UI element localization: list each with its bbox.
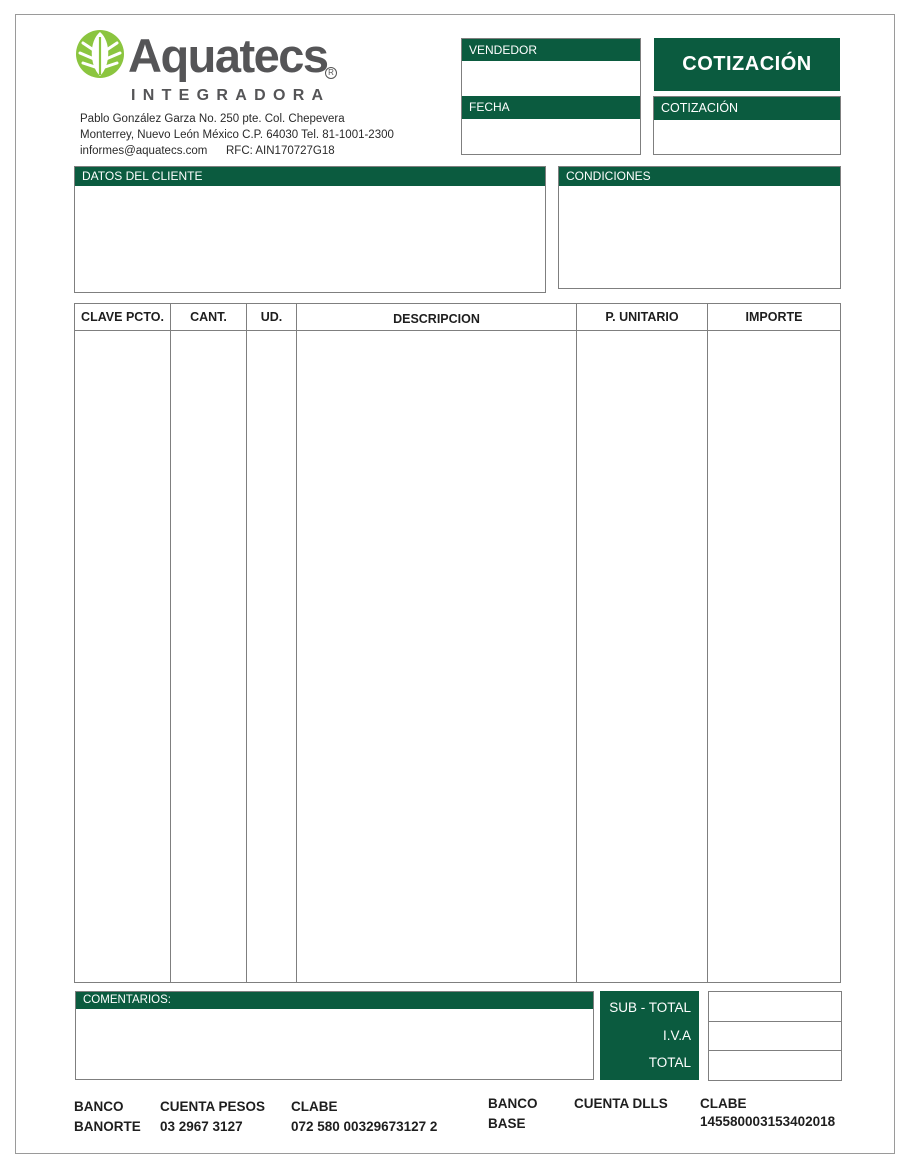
company-address-line1: Pablo González Garza No. 250 pte. Col. Chepevera <box>80 113 345 125</box>
items-body[interactable] <box>75 331 840 982</box>
company-rfc: RFC: AIN170727G18 <box>226 145 335 157</box>
brand-subtitle: INTEGRADORA <box>131 87 331 104</box>
comentarios-label: COMENTARIOS: <box>76 992 593 1009</box>
cliente-field[interactable] <box>75 186 545 292</box>
fecha-field[interactable] <box>462 119 640 154</box>
cotizacion-number-field[interactable] <box>654 120 840 154</box>
column-header-clave: CLAVE PCTO. <box>75 304 170 331</box>
iva-label: I.V.A <box>662 1028 691 1043</box>
bank-dlls-clabe-value: 145580003153402018 <box>700 1114 836 1129</box>
column-header-ud: UD. <box>247 304 296 331</box>
comentarios-field[interactable] <box>76 1009 593 1079</box>
bank-dlls-banco-value: BASE <box>488 1116 526 1131</box>
column-header-descripcion: DESCRIPCION <box>297 304 576 331</box>
document-title: COTIZACIÓN <box>654 38 840 91</box>
condiciones-label: CONDICIONES <box>559 167 840 186</box>
bank-pesos-clabe-label: CLABE <box>291 1099 338 1114</box>
condiciones-field[interactable] <box>559 186 840 288</box>
vendedor-label: VENDEDOR <box>462 39 640 61</box>
subtotal-field[interactable] <box>708 991 842 1022</box>
bank-pesos-cuenta-value: 03 2967 3127 <box>160 1119 243 1134</box>
vendedor-field[interactable] <box>462 61 640 96</box>
totals-label-block <box>600 991 699 1080</box>
bank-pesos-banco-label: BANCO <box>74 1099 124 1114</box>
total-label: TOTAL <box>648 1055 691 1070</box>
company-address-line2: Monterrey, Nuevo León México C.P. 64030 Tel. 81-1001-2300 <box>80 129 394 141</box>
bank-dlls-cuenta-label: CUENTA DLLS <box>574 1096 668 1111</box>
subtotal-label: SUB - TOTAL <box>609 1000 691 1015</box>
iva-field[interactable] <box>708 1021 842 1051</box>
column-header-p-unitario: P. UNITARIO <box>577 304 707 331</box>
cotizacion-label: COTIZACIÓN <box>654 97 840 120</box>
leaf-logo-icon <box>75 29 125 79</box>
column-header-importe: IMPORTE <box>708 304 840 331</box>
total-field[interactable] <box>708 1050 842 1081</box>
column-header-cant: CANT. <box>171 304 246 331</box>
fecha-label: FECHA <box>462 96 640 119</box>
registered-mark: R <box>325 67 337 79</box>
bank-pesos-banco-value: BANORTE <box>74 1119 141 1134</box>
brand-name: Aquatecs <box>128 29 328 82</box>
cliente-label: DATOS DEL CLIENTE <box>75 167 545 186</box>
company-email: informes@aquatecs.com <box>80 145 208 157</box>
bank-pesos-clabe-value: 072 580 00329673127 2 <box>291 1119 438 1134</box>
bank-dlls-banco-label: BANCO <box>488 1096 538 1111</box>
items-table <box>74 303 841 983</box>
bank-dlls-clabe-label: CLABE <box>700 1096 747 1111</box>
bank-pesos-cuenta-label: CUENTA PESOS <box>160 1099 266 1114</box>
